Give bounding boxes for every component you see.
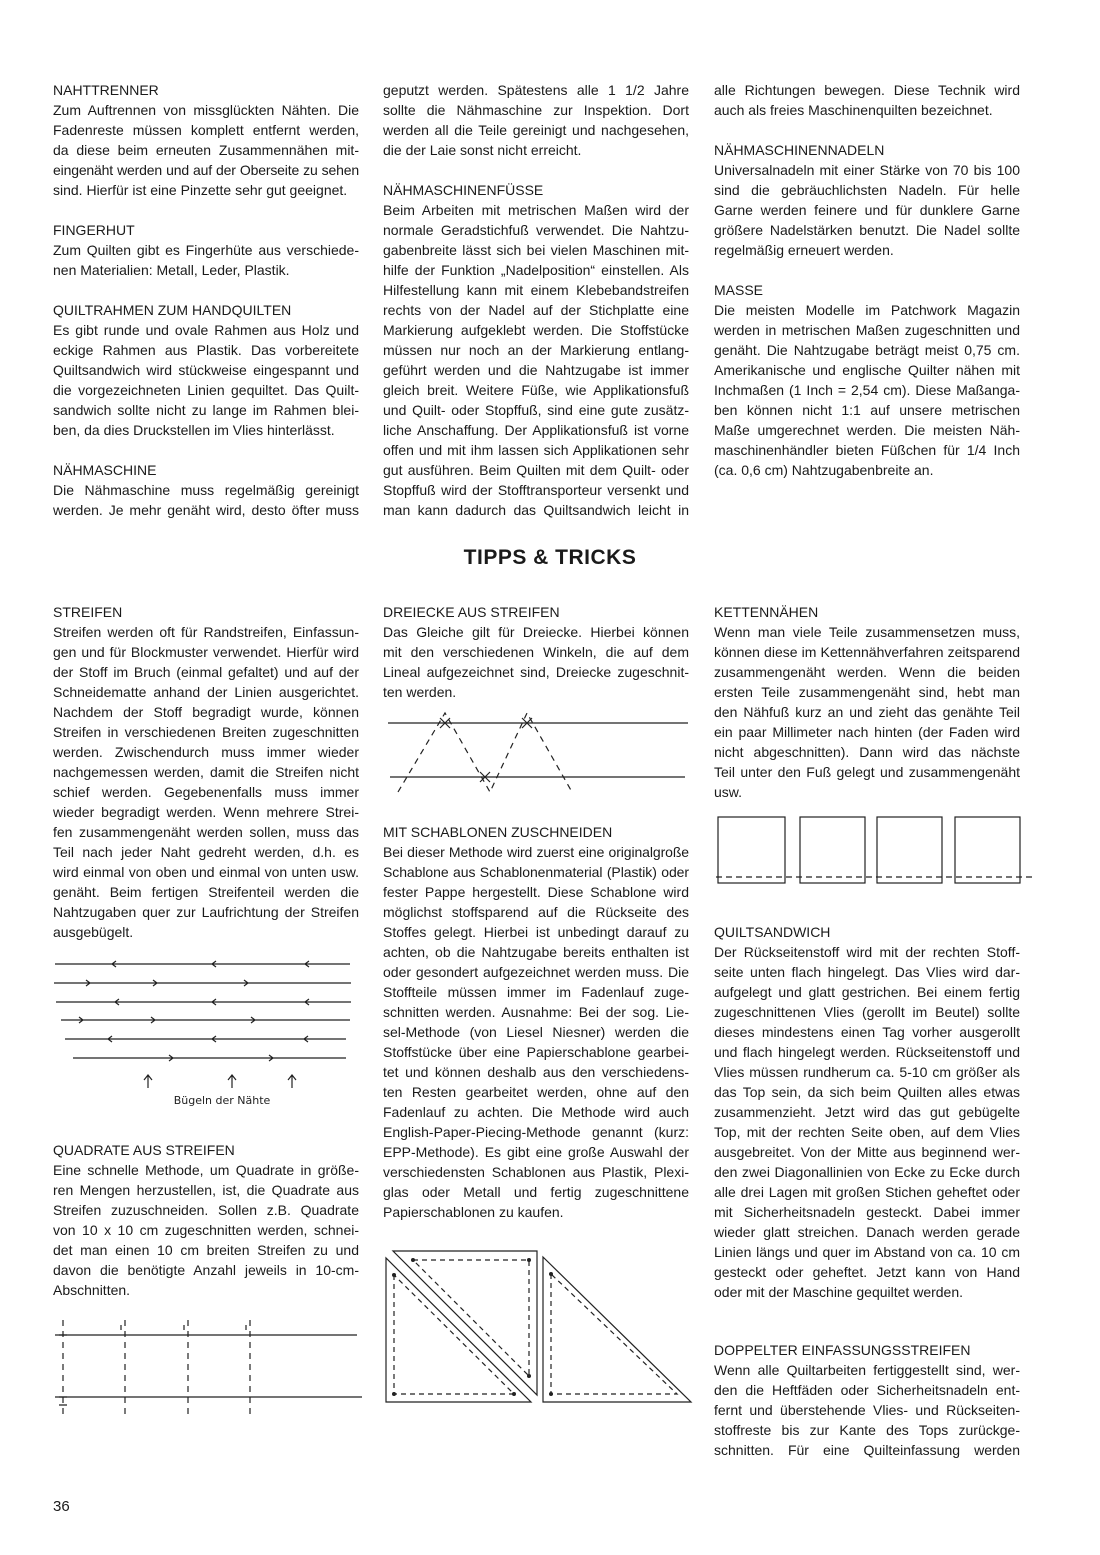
body-text-line: Eine schnelle Methode, um Quadrate in größe- — [53, 1162, 359, 1178]
seam-strip-line — [54, 980, 351, 986]
seam-strip-line — [61, 1017, 350, 1023]
body-text-line: werden in metrischen Maßen zugeschnitten und — [714, 322, 1020, 338]
body-text-line: mit den verschiedenen Winkeln, die auf dem — [383, 644, 689, 660]
section-heading: MIT SCHABLONEN ZUSCHNEIDEN — [383, 824, 613, 840]
body-text-line: Wenn man viele Teile zusammensetzen muss, — [714, 624, 1020, 640]
body-text-line: Fadenreste müssen komplett entfernt werden, — [53, 122, 359, 138]
body-text-line: Maße umgerechnet werden. Die meisten Näh- — [714, 422, 1020, 438]
body-text-line: zusammengenäht werden. Wenn die beiden — [714, 664, 1020, 680]
body-text-line: Schneidematte anhand der Linien ausgerichtet. — [53, 684, 359, 700]
section-heading: NÄHMASCHINE — [53, 462, 157, 478]
body-text-line: tet und können deshalb aus den verschiedens- — [383, 1064, 689, 1080]
body-text-line: Die meisten Modelle im Patchwork Magazin — [714, 302, 1020, 318]
up-arrow-icon — [288, 1075, 296, 1088]
body-text-line: Es gibt runde und ovale Rahmen aus Holz und — [53, 322, 359, 338]
body-text-line: dieses mindestens einen Tag vorher ausgerollt — [714, 1024, 1020, 1040]
body-text-line: ben, da dies Druckstellen im Vlies hinterlässt. — [53, 422, 335, 438]
body-text-line: ben können nicht 1:1 auf unsere metrischen — [714, 402, 1020, 418]
section-heading: QUADRATE AUS STREIFEN — [53, 1142, 235, 1158]
body-text-line: wieder begradigt werden. Wenn mehrere Strei- — [53, 804, 359, 820]
body-text-line: größere Nadelstärken benutzt. Die Nadel sollte — [714, 222, 1020, 238]
body-text-line: Papierschablonen zu kaufen. — [383, 1204, 564, 1220]
body-text-line: Markierung aufgeklebt werden. Die Stoffstücke — [383, 322, 689, 338]
body-text-line: Nahtzugaben quer zur Laufrichtung der Streifen — [53, 904, 359, 920]
body-text-line: Linien längs und quer im Abstand von ca. 10 cm — [714, 1244, 1020, 1260]
body-text-line: Universalnadeln mit einer Stärke von 70 bis 100 — [714, 162, 1020, 178]
body-text-line: Vlies müssen rundherum ca. 5-10 cm größer als — [714, 1064, 1020, 1080]
section-heading: NÄHMASCHINENNADELN — [714, 142, 885, 158]
body-text-line: und Quilt- oder Stopffuß, sind eine gute zusätz- — [383, 402, 689, 418]
body-text-line: Garne werden feinere und für dunklere Garne — [714, 202, 1020, 218]
body-text-line: Streifen zuzuschneiden. Sollen z.B. Quadrate — [53, 1202, 359, 1218]
body-text-line: eckige Rahmen aus Plastik. Das vorbereitete — [53, 342, 359, 358]
body-text-line: gleich breit. Weitere Füße, wie Applikationsfuß — [383, 382, 689, 398]
body-text-line: zugeschnittenen Vlies (gerollt im Beutel) sollte — [714, 1004, 1020, 1020]
body-text-line: oder mit der Maschine gequiltet werden. — [714, 1284, 964, 1300]
body-text-line: sind. Hierfür ist eine Pinzette sehr gut geeignet. — [53, 182, 348, 198]
body-text-line: der Stoff im Bruch (einmal gefaltet) und auf der — [53, 664, 359, 680]
body-text-line: regelmäßig erneuert werden. — [714, 242, 894, 258]
body-text-line: offen und mit ihm lassen sich Applikationen sehr — [383, 442, 689, 458]
body-text-line: seite unten flach hingelegt. Das Vlies wird dar- — [714, 964, 1020, 980]
up-arrow-icon — [144, 1075, 152, 1088]
body-text-line: Hilfestellung kann mit einem Klebebandstreifen — [383, 282, 689, 298]
body-text-line: EPP-Methode). Es gibt eine große Auswahl der — [383, 1144, 689, 1160]
body-text-line: werden. Zwischendurch muss immer wieder — [53, 744, 359, 760]
body-text-line: sollte die Nähmaschine zur Inspektion. Dort — [383, 102, 689, 118]
body-text-line: stoffreste bis zur Kante des Tops zurückge- — [714, 1422, 1020, 1438]
body-text-line: Inchmaßen (1 Inch = 2,54 cm). Diese Maßanga- — [714, 382, 1020, 398]
body-text-line: liche Anschaffung. Der Applikationsfuß ist vorne — [383, 422, 689, 438]
body-text-line: Stopffuß wird der Stofftransporteur versenkt und — [383, 482, 689, 498]
section-heading: DREIECKE AUS STREIFEN — [383, 604, 560, 620]
body-text-line: ausgebügelt. — [53, 924, 134, 940]
body-text-line: gesteckt oder geheftet. Jetzt kann von Hand — [714, 1264, 1020, 1280]
body-text-line: können diese im Kettennähverfahren zeitsparend — [714, 644, 1020, 660]
body-text-line: ren Mengen herzustellen, ist, die Quadrate aus — [53, 1182, 359, 1198]
body-text-line: und flach hingelegt werden. Rückseitenstoff und — [714, 1044, 1020, 1060]
body-text-line: genäht. Beim fertigen Streifenteil werden die — [53, 884, 359, 900]
body-text-line: rechts von der Nadel auf der Stichplatte eine — [383, 302, 689, 318]
body-text-line: oder gesondert aufgezeichnet werden muss. Die — [383, 964, 689, 980]
body-text-line: wird einmal von oben und einmal von unten usw. — [53, 864, 359, 880]
body-text-line: gut ausführen. Beim Quilten mit dem Quilt- oder — [383, 462, 689, 478]
body-text-line: ten Resten gearbeitet werden, ohne auf den — [383, 1084, 689, 1100]
body-text-line: die der Laie sonst nicht erreicht. — [383, 142, 582, 158]
section-heading: KETTENNÄHEN — [714, 604, 819, 620]
body-text-line: alle Richtungen bewegen. Diese Technik wird — [714, 82, 1020, 98]
body-text-line: eingenäht werden und auf der Oberseite zu sehen — [53, 162, 359, 178]
body-text-line: den zwei Diagonallinien von Ecke zu Ecke durch — [714, 1164, 1020, 1180]
body-text-line: genäht. Die Nahtzugabe beträgt meist 0,75 cm. — [714, 342, 1020, 358]
body-text-line: schnitten werden. Ausnahme: Bei der sog. Lie- — [383, 1004, 689, 1020]
body-text-line: werden. Je mehr genäht wird, desto öfter muss — [53, 502, 359, 518]
template-triangles-diagram — [386, 1251, 691, 1402]
body-text-line: gen und für Blockmuster verwendet. Hierfür wird — [53, 644, 359, 660]
body-text-line: wieder glatt streichen. Danach werden gerade — [714, 1224, 1020, 1240]
page-number: 36 — [53, 1498, 70, 1515]
body-text-line: nen Materialien: Metall, Leder, Plastik. — [53, 262, 290, 278]
body-text-line: normale Geradstichfuß verwendet. Die Nahtzu- — [383, 222, 689, 238]
body-text-line: Teil unter den Fuß gelegt und zusammengenäht — [714, 764, 1020, 780]
body-text-line: gabenbreite lässt sich bei vielen Maschinen mit- — [383, 242, 689, 258]
body-text-line: Zum Auftrennen von missglückten Nähten. Die — [53, 102, 359, 118]
body-text-line: sel-Methode (von Liesel Niesner) werden die — [383, 1024, 689, 1040]
body-text-line: fester Pappe hergestellt. Diese Schablone wird — [383, 884, 689, 900]
body-text-line: man kann dadurch das Quiltsandwich leicht in — [383, 502, 689, 518]
body-text-line: werden all die Teile gereinigt und nachgesehen, — [383, 122, 689, 138]
body-text-line: Wenn alle Quiltarbeiten fertiggestellt sind, wer- — [714, 1362, 1020, 1378]
body-text-line: das Top sein, da sich beim Quilten alles etwas — [714, 1084, 1020, 1100]
body-text-line: alle drei Lagen mit großen Stichen geheftet oder — [714, 1184, 1020, 1200]
body-text-line: nicht abgeschnitten). Dann wird das nächste — [714, 744, 1020, 760]
body-text-line: Fadenlauf zu achten. Die Methode wird auch — [383, 1104, 689, 1120]
body-text-line: den die Heftfäden oder Sicherheitsnadeln ent- — [714, 1382, 1020, 1398]
body-text-line: ausgebreitet. Von der Mitte aus beginnend wer- — [714, 1144, 1020, 1160]
body-text-line: maschinenhändler bieten Füßchen für 1/4 Inch — [714, 442, 1020, 458]
body-text-line: Stoffstücke über eine Papierschablone gearbei- — [383, 1044, 689, 1060]
body-text-line: nachgemessen werden, damit die Streifen nicht — [53, 764, 359, 780]
body-text-line: Amerikanische und englische Quilter nähen mit — [714, 362, 1020, 378]
body-text-line: Top, mit der rechten Seite oben, auf dem Vlies — [714, 1124, 1020, 1140]
section-heading: NAHTTRENNER — [53, 82, 159, 98]
body-text-line: müssen nur noch an der Markierung entlang- — [383, 342, 689, 358]
seam-strip-line — [65, 1036, 346, 1042]
body-text-line: glas oder Metall und fertig zugeschnittene — [383, 1184, 689, 1200]
section-heading: QUILTRAHMEN ZUM HANDQUILTEN — [53, 302, 292, 318]
body-text-line: zusammenzieht. Jetzt wird das gut gebügelte — [714, 1104, 1020, 1120]
section-heading: MASSE — [714, 282, 764, 298]
body-text-line: fen zusammengenäht werden sollen, muss das — [53, 824, 359, 840]
body-text-line: Quiltsandwich wird stückweise eingespannt und — [53, 362, 359, 378]
body-text-line: Schablone aus Schablonenmaterial (Plastik) oder — [383, 864, 689, 880]
body-text-line: Zum Quilten gibt es Fingerhüte aus verschiede- — [53, 242, 359, 258]
section-heading: NÄHMASCHINENFÜSSE — [383, 182, 544, 198]
body-text-line: Nachdem der Stoff begradigt wurde, können — [53, 704, 359, 720]
body-text-line: Beim Arbeiten mit metrischen Maßen wird der — [383, 202, 689, 218]
section-heading: DOPPELTER EINFASSUNGSSTREIFEN — [714, 1342, 971, 1358]
body-text-line: det man einen 10 cm breiten Streifen zu und — [53, 1242, 359, 1258]
body-text-line: auch als freies Maschinenquilten bezeichnet. — [714, 102, 993, 118]
section-heading: STREIFEN — [53, 604, 123, 620]
body-text-line: ten werden. — [383, 684, 457, 700]
strip-ironing-diagram — [54, 961, 351, 1107]
body-text-line: fernt und überstehende Vlies- und Rückseiten- — [714, 1402, 1020, 1418]
body-text-line: mit Sicherheitsnadeln gesteckt. Dabei immer — [714, 1204, 1020, 1220]
body-text-line: Der Rückseitenstoff wird mit der rechten Stoff- — [714, 944, 1020, 960]
body-text-line: Stoffes gelegt. Hierbei ist unbedingt darauf zu — [383, 924, 689, 940]
seam-strip-line — [55, 961, 350, 967]
squares-from-strips-diagram — [55, 1320, 362, 1415]
body-text-line: sandwich sollte nicht zu lange im Rahmen blei- — [53, 402, 359, 418]
body-text-line: schnitten. Für eine Quilteinfassung werden — [714, 1442, 1020, 1458]
body-text-line: Die Nähmaschine muss regelmäßig gereinigt — [53, 482, 359, 498]
body-text-line: da diese beim erneuten Zusammennähen mit- — [53, 142, 359, 158]
triangles-from-strips-diagram — [388, 713, 688, 792]
body-text-line: die vorgezeichneten Linien gequiltet. Das Quilt- — [53, 382, 359, 398]
chain-piecing-diagram — [716, 817, 1032, 883]
body-text-line: von 10 x 10 cm zugeschnitten werden, schnei- — [53, 1222, 359, 1238]
section-title: TIPPS & TRICKS — [463, 546, 637, 569]
body-text-line: verschiedensten Schablonen aus Plastik, Plexi- — [383, 1164, 689, 1180]
up-arrow-icon — [228, 1075, 236, 1088]
body-text-line: achten, ob die Nahtzugabe bereits enthalten ist — [383, 944, 689, 960]
body-text-line: usw. — [714, 784, 743, 800]
body-text-line: davon die benötigte Anzahl jeweils in 10-cm- — [53, 1262, 359, 1278]
body-text-line: (ca. 0,6 cm) Nahtzugabenbreite an. — [714, 462, 934, 478]
body-text-line: Stoffteile müssen immer im Fadenlauf zuge- — [383, 984, 689, 1000]
seam-strip-line — [73, 1055, 346, 1061]
section-heading: QUILTSANDWICH — [714, 924, 831, 940]
body-text-line: Streifen werden oft für Randstreifen, Einfassun- — [53, 624, 359, 640]
body-text-line: den Nähfuß kurz an und zieht das genähte Teil — [714, 704, 1020, 720]
body-text-line: sind die gebräuchlichsten Nadeln. Für helle — [714, 182, 1020, 198]
body-text-line: ersten Teile zusammengenäht sind, hebt man — [714, 684, 1020, 700]
body-text-line: Bei dieser Methode wird zuerst eine originalgroße — [383, 844, 689, 860]
body-text-line: schief werden. Gegebenenfalls muss immer — [53, 784, 359, 800]
body-text-line: hilfe der Funktion „Nadelposition“ einstellen. Als — [383, 262, 689, 278]
body-text-line: geputzt werden. Spätestens alle 1 1/2 Jahre — [383, 82, 689, 98]
section-heading: FINGERHUT — [53, 222, 135, 238]
body-text-line: Teil nach jeder Naht gedreht werden, d.h. es — [53, 844, 359, 860]
body-text-line: möglichst stoffsparend auf die Rückseite des — [383, 904, 689, 920]
body-text-line: English-Paper-Piecing-Methode genannt (kurz: — [383, 1124, 689, 1140]
body-text-line: Abschnitten. — [53, 1282, 131, 1298]
strip-lines — [54, 961, 351, 1061]
seam-strip-line — [56, 999, 351, 1005]
body-text-line: Streifen in verschiedenen Breiten zugeschnitten — [53, 724, 359, 740]
body-text-line: aufgelegt und glatt gestrichen. Bei einem fertig — [714, 984, 1020, 1000]
body-text-line: ein paar Millimeter nach hinten (der Faden wird — [714, 724, 1020, 740]
figure-caption: Bügeln der Nähte — [173, 1094, 271, 1107]
body-text-line: Das Gleiche gilt für Dreiecke. Hierbei können — [383, 624, 689, 640]
body-text-line: geführt werden und die Nahtzugabe ist immer — [383, 362, 689, 378]
body-text-line: Lineal aufgezeichnet sind, Dreiecke zugeschnit- — [383, 664, 689, 680]
